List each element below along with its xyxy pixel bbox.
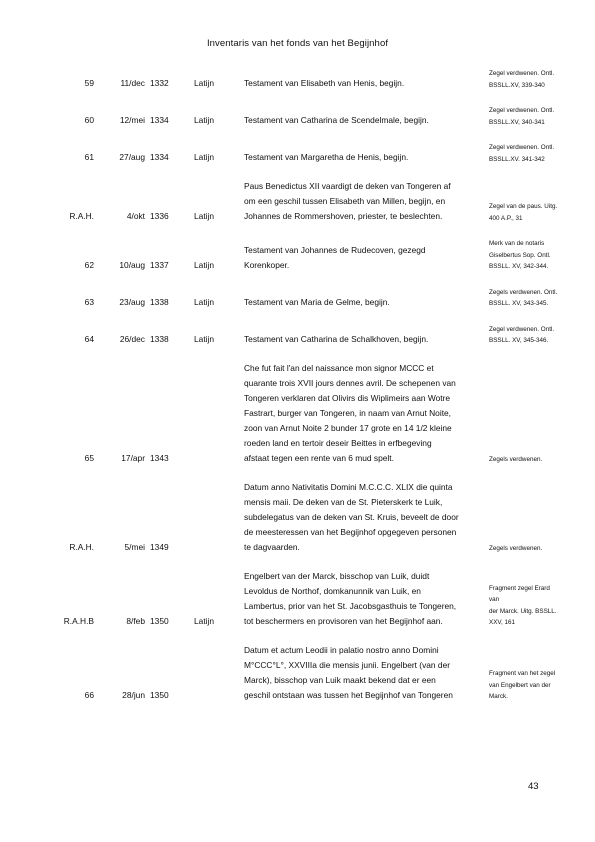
table-row <box>52 480 559 569</box>
entry-year: 1350 <box>150 615 169 626</box>
description-line: subdelegatus van de deken van St. Kruis, beveelt de door <box>244 511 459 522</box>
entry-date: 12/mei <box>119 115 145 125</box>
entry-note <box>489 287 559 324</box>
description-line: Testament van Maria de Gelme, begijn. <box>244 296 390 307</box>
note-line: Fragment van het zegel <box>489 670 556 677</box>
note-line: BSSLL. XV, 343-345. <box>489 300 549 307</box>
description-line: Johannes de Rommershoven, priester, te beslechten. <box>244 211 443 221</box>
note-line: Zegels verdwenen. <box>489 545 543 552</box>
entry-date: 23/aug <box>119 296 145 307</box>
entry-language: Latijn <box>194 615 215 626</box>
description-line: roeden land en tertoir deseir Beittes in erfbegeving <box>244 437 432 448</box>
entry-year: 1350 <box>150 689 169 700</box>
description-line: zoon van Arnut Noite 2 bunder 17 grote en 14 1/2 kleine <box>244 422 452 433</box>
entry-description <box>244 643 489 717</box>
table-row <box>52 142 559 179</box>
description-line: Engelbert van der Marck, bisschop van Luik, duidt <box>244 570 430 581</box>
description-line: Korenkoper. <box>244 259 290 270</box>
description-line: om een geschil tussen Elisabeth van Millen, begijn, en <box>244 196 446 206</box>
description-line: Fastrart, burger van Tongeren, in naam van Arnut Noite, <box>244 407 452 418</box>
entry-year: 1334 <box>150 115 169 125</box>
description-line: afstaat tegen een rente van 6 mud spelt. <box>244 452 394 463</box>
description-line: tot beschermers en provisoren van het Begijnhof aan. <box>244 615 443 626</box>
note-line: BSSLL. XV, 342-344. <box>489 263 549 270</box>
entry-date: 26/dec <box>119 333 145 344</box>
entry-note <box>489 238 559 287</box>
note-line: Marck. <box>489 693 508 700</box>
entry-note <box>489 105 559 142</box>
entry-description <box>244 361 489 480</box>
description-line: de meesteressen van het Begijnhof opgegeven personen <box>244 526 457 537</box>
description-line: Testament van Catharina de Schalkhoven, begijn. <box>244 333 429 344</box>
entry-language <box>194 480 244 569</box>
note-line: BSSLL.XV, 340-341 <box>489 118 545 126</box>
entry-language: Latijn <box>194 259 215 270</box>
inventory-number: 66 <box>84 689 94 700</box>
description-line: Tongeren verklaren dat Olivirs dis Wiplimeirs aan Wotre <box>244 392 451 403</box>
inventory-number: 59 <box>84 78 94 88</box>
table-row <box>52 361 559 480</box>
description-line: Testament van Johannes de Rudecoven, gezegd <box>244 244 426 255</box>
inventory-number: 61 <box>84 152 94 162</box>
entry-year: 1337 <box>150 259 169 270</box>
entry-description <box>244 569 489 643</box>
note-line: Zegel verdwenen. Ontl. <box>489 107 555 114</box>
note-line: Fragment zegel Erard van <box>489 584 550 603</box>
entry-year: 1338 <box>150 296 169 307</box>
entry-description <box>244 105 489 142</box>
description-line: geschil ontstaan was tussen het Begijnhof van Tongeren <box>244 689 453 700</box>
entry-language: Latijn <box>194 78 215 88</box>
description-line: Marck), bisschop van Luik maakt bekend dat er een <box>244 674 436 685</box>
note-line: XXV, 161 <box>489 619 516 626</box>
entry-description <box>244 480 489 569</box>
entry-note <box>489 480 559 569</box>
description-line: Datum anno Nativitatis Domini M.C.C.C. XLIX die quinta <box>244 481 453 492</box>
entry-note <box>489 569 559 643</box>
entry-date: 11/dec <box>120 78 145 88</box>
entry-note <box>489 643 559 717</box>
entry-description <box>244 142 489 179</box>
table-row <box>52 324 559 361</box>
description-line: Testament van Margaretha de Henis, begijn. <box>244 152 409 162</box>
description-line: Testament van Catharina de Scendelmale, begijn. <box>244 115 429 125</box>
entry-note <box>489 68 559 105</box>
inventory-number: R.A.H. <box>69 211 94 221</box>
description-line: Testament van Elisabeth van Henis, begijn. <box>244 78 405 88</box>
entry-note <box>489 179 559 238</box>
table-row <box>52 179 559 238</box>
inventory-number: R.A.H.B <box>63 615 94 626</box>
entry-language: Latijn <box>194 296 215 307</box>
note-line: 400 A.P., 31 <box>489 214 523 222</box>
entry-description <box>244 324 489 361</box>
entry-year: 1336 <box>150 211 169 221</box>
note-line: Zegels verdwenen. Ontl. <box>489 288 558 296</box>
entry-year: 1349 <box>150 541 169 552</box>
note-line: Zegel verdwenen. Ontl. <box>489 144 555 151</box>
description-line: Levoldus de Northof, domkanunnik van Luik, en <box>244 585 421 596</box>
note-line: Zegel verdwenen. Ontl. <box>489 70 555 77</box>
entry-language: Latijn <box>194 115 215 125</box>
note-line: der Marck. Uitg. BSSLL. <box>489 607 557 615</box>
note-line: Giselbertus Sop. Ontl. <box>489 251 551 259</box>
entry-description <box>244 68 489 105</box>
entry-date: 27/aug <box>119 152 145 162</box>
inventory-number: R.A.H. <box>69 541 94 552</box>
description-line: Paus Benedictus XII vaardigt de deken van Tongeren af <box>244 181 451 191</box>
description-line: M°CCC°L°, XXVIIIa die mensis junii. Engelbert (van der <box>244 659 451 670</box>
inventory-number: 63 <box>84 296 94 307</box>
entry-year: 1343 <box>150 452 169 463</box>
inventory-number: 60 <box>84 115 94 125</box>
entry-language: Latijn <box>194 152 215 162</box>
note-line: BSSLL.XV, 339-340 <box>489 81 545 89</box>
description-line: Datum et actum Leodii in palatio nostro anno Domini <box>244 644 439 655</box>
note-line: Zegel van de paus. Uitg. <box>489 203 558 210</box>
entry-date: 10/aug <box>119 259 145 270</box>
entry-year: 1338 <box>150 333 169 344</box>
table-row <box>52 238 559 287</box>
entry-date: 28/jun <box>122 689 145 700</box>
description-line: quarante trois XVII jours dennes avril. De schepenen van <box>244 377 456 388</box>
entry-note <box>489 361 559 480</box>
entry-year: 1334 <box>150 152 169 162</box>
inventory-number: 65 <box>84 452 94 463</box>
note-line: van Engelbert van der <box>489 681 551 689</box>
entry-note <box>489 324 559 361</box>
note-line: Merk van de notaris <box>489 240 545 247</box>
entry-language <box>194 361 244 480</box>
table-row <box>52 569 559 643</box>
entry-date: 5/mei <box>124 541 145 552</box>
page-number: 43 <box>528 781 539 792</box>
entry-description <box>244 287 489 324</box>
entry-description <box>244 179 489 238</box>
entry-language: Latijn <box>194 333 215 344</box>
description-line: mensis maii. De deken van de St. Pieterskerk te Luik, <box>244 496 443 507</box>
entry-date: 8/feb <box>126 615 145 626</box>
entry-date: 17/apr <box>121 452 145 463</box>
entry-language: Latijn <box>194 211 215 221</box>
note-line: BSSLL. XV, 345-346. <box>489 337 549 344</box>
entry-description <box>244 238 489 287</box>
note-line: BSSLL.XV. 341-342 <box>489 155 545 163</box>
table-row <box>52 68 559 105</box>
entry-note <box>489 142 559 179</box>
table-row <box>52 287 559 324</box>
note-line: Zegels verdwenen. <box>489 456 543 463</box>
table-row <box>52 643 559 717</box>
table-row <box>52 105 559 142</box>
entry-date: 4/okt <box>126 211 145 221</box>
description-line: Lambertus, prior van het St. Jacobsgasthuis te Tongeren, <box>244 600 457 611</box>
inventory-number: 64 <box>84 333 94 344</box>
inventory-number: 62 <box>84 259 94 270</box>
description-line: te dagvaarden. <box>244 541 300 552</box>
page-title: Inventaris van het fonds van het Begijnhof <box>206 38 389 49</box>
description-line: Che fut fait l'an del naissance mon signor MCCC et <box>244 362 434 373</box>
entry-language <box>194 643 244 717</box>
note-line: Zegel verdwenen. Ontl. <box>489 325 555 333</box>
entry-year: 1332 <box>150 78 169 88</box>
inventory-table <box>52 68 559 717</box>
